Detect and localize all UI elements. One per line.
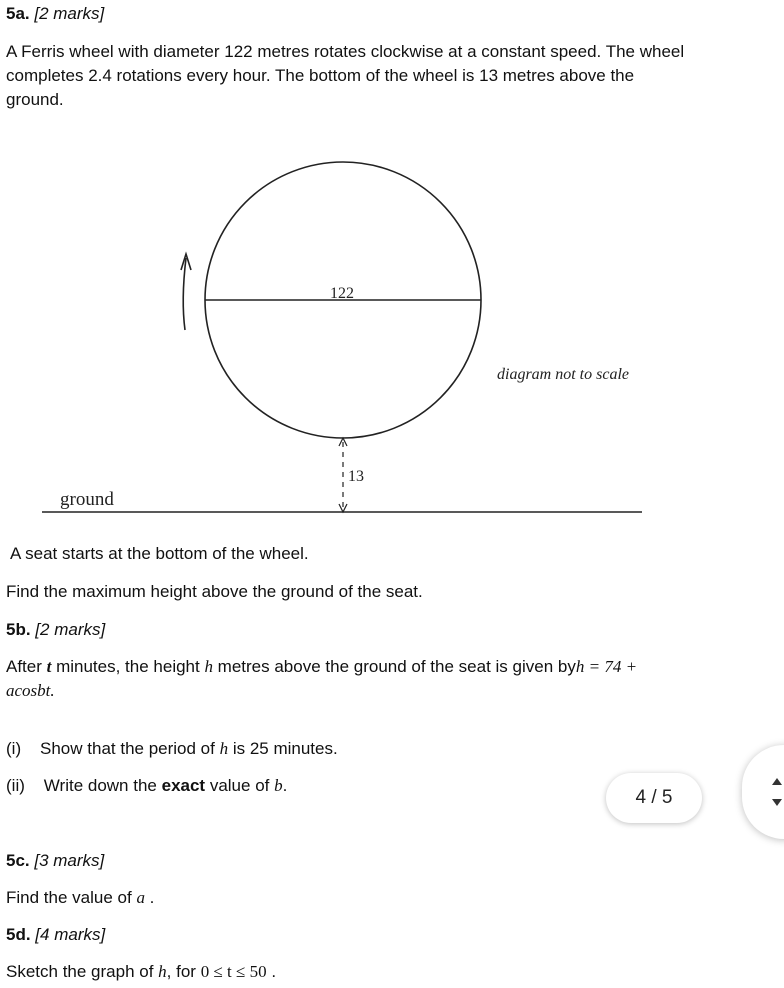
- question-5b-header: [6, 620, 105, 640]
- variable-t: t: [46, 657, 52, 676]
- rotation-arrow: [183, 258, 186, 330]
- part-ii: (ii) Write down the exact value of b.: [6, 776, 288, 795]
- page-indicator: 4 / 5: [606, 773, 702, 823]
- question-5b-text: [6, 655, 637, 703]
- marks-label: [3 marks]: [34, 851, 105, 870]
- question-line: ground.: [6, 90, 64, 109]
- marks-label: [4 marks]: [35, 925, 106, 944]
- part-label: (i): [6, 739, 22, 758]
- question-line: After t minutes, the height h metres above the ground of the seat is given byh = 74 +: [6, 657, 638, 676]
- question-number: 5d.: [6, 925, 31, 944]
- up-down-arrows-icon: [770, 775, 784, 809]
- ground-label: ground: [60, 489, 114, 510]
- marks-label: [2 marks]: [35, 620, 106, 639]
- question-5d-text: Sketch the graph of h, for 0 ≤ t ≤ 50 .: [6, 962, 277, 981]
- part-label: (ii): [6, 776, 25, 795]
- height-label: 13: [348, 468, 364, 485]
- question-number: 5c.: [6, 851, 30, 870]
- part-i: (i) Show that the period of h is 25 minutes.: [6, 739, 338, 758]
- question-5a-task: Find the maximum height above the ground of the seat.: [6, 582, 423, 601]
- question-line: completes 2.4 rotations every hour. The bottom of the wheel is 13 metres above the: [6, 66, 635, 85]
- marks-label: [2 marks]: [34, 4, 105, 23]
- question-5a-text: [6, 40, 684, 112]
- variable-h: h: [204, 657, 213, 676]
- question-number: 5a.: [6, 4, 30, 23]
- equation-continued: acosbt.: [6, 681, 55, 700]
- question-5c-text: Find the value of a .: [6, 888, 155, 907]
- question-number: 5b.: [6, 620, 31, 639]
- question-line: A Ferris wheel with diameter 122 metres rotates clockwise at a constant speed. The wheel: [6, 42, 685, 61]
- question-5c-header: [6, 851, 104, 871]
- question-5a-statement: A seat starts at the bottom of the wheel.: [10, 544, 309, 563]
- ferris-wheel-diagram: [0, 150, 784, 530]
- question-5d-header: [6, 925, 105, 945]
- diameter-label: 122: [330, 285, 354, 302]
- scroll-button[interactable]: [742, 745, 784, 839]
- equation: h = 74 +: [575, 657, 638, 676]
- scale-note: diagram not to scale: [497, 366, 629, 383]
- question-5a-header: [6, 4, 104, 24]
